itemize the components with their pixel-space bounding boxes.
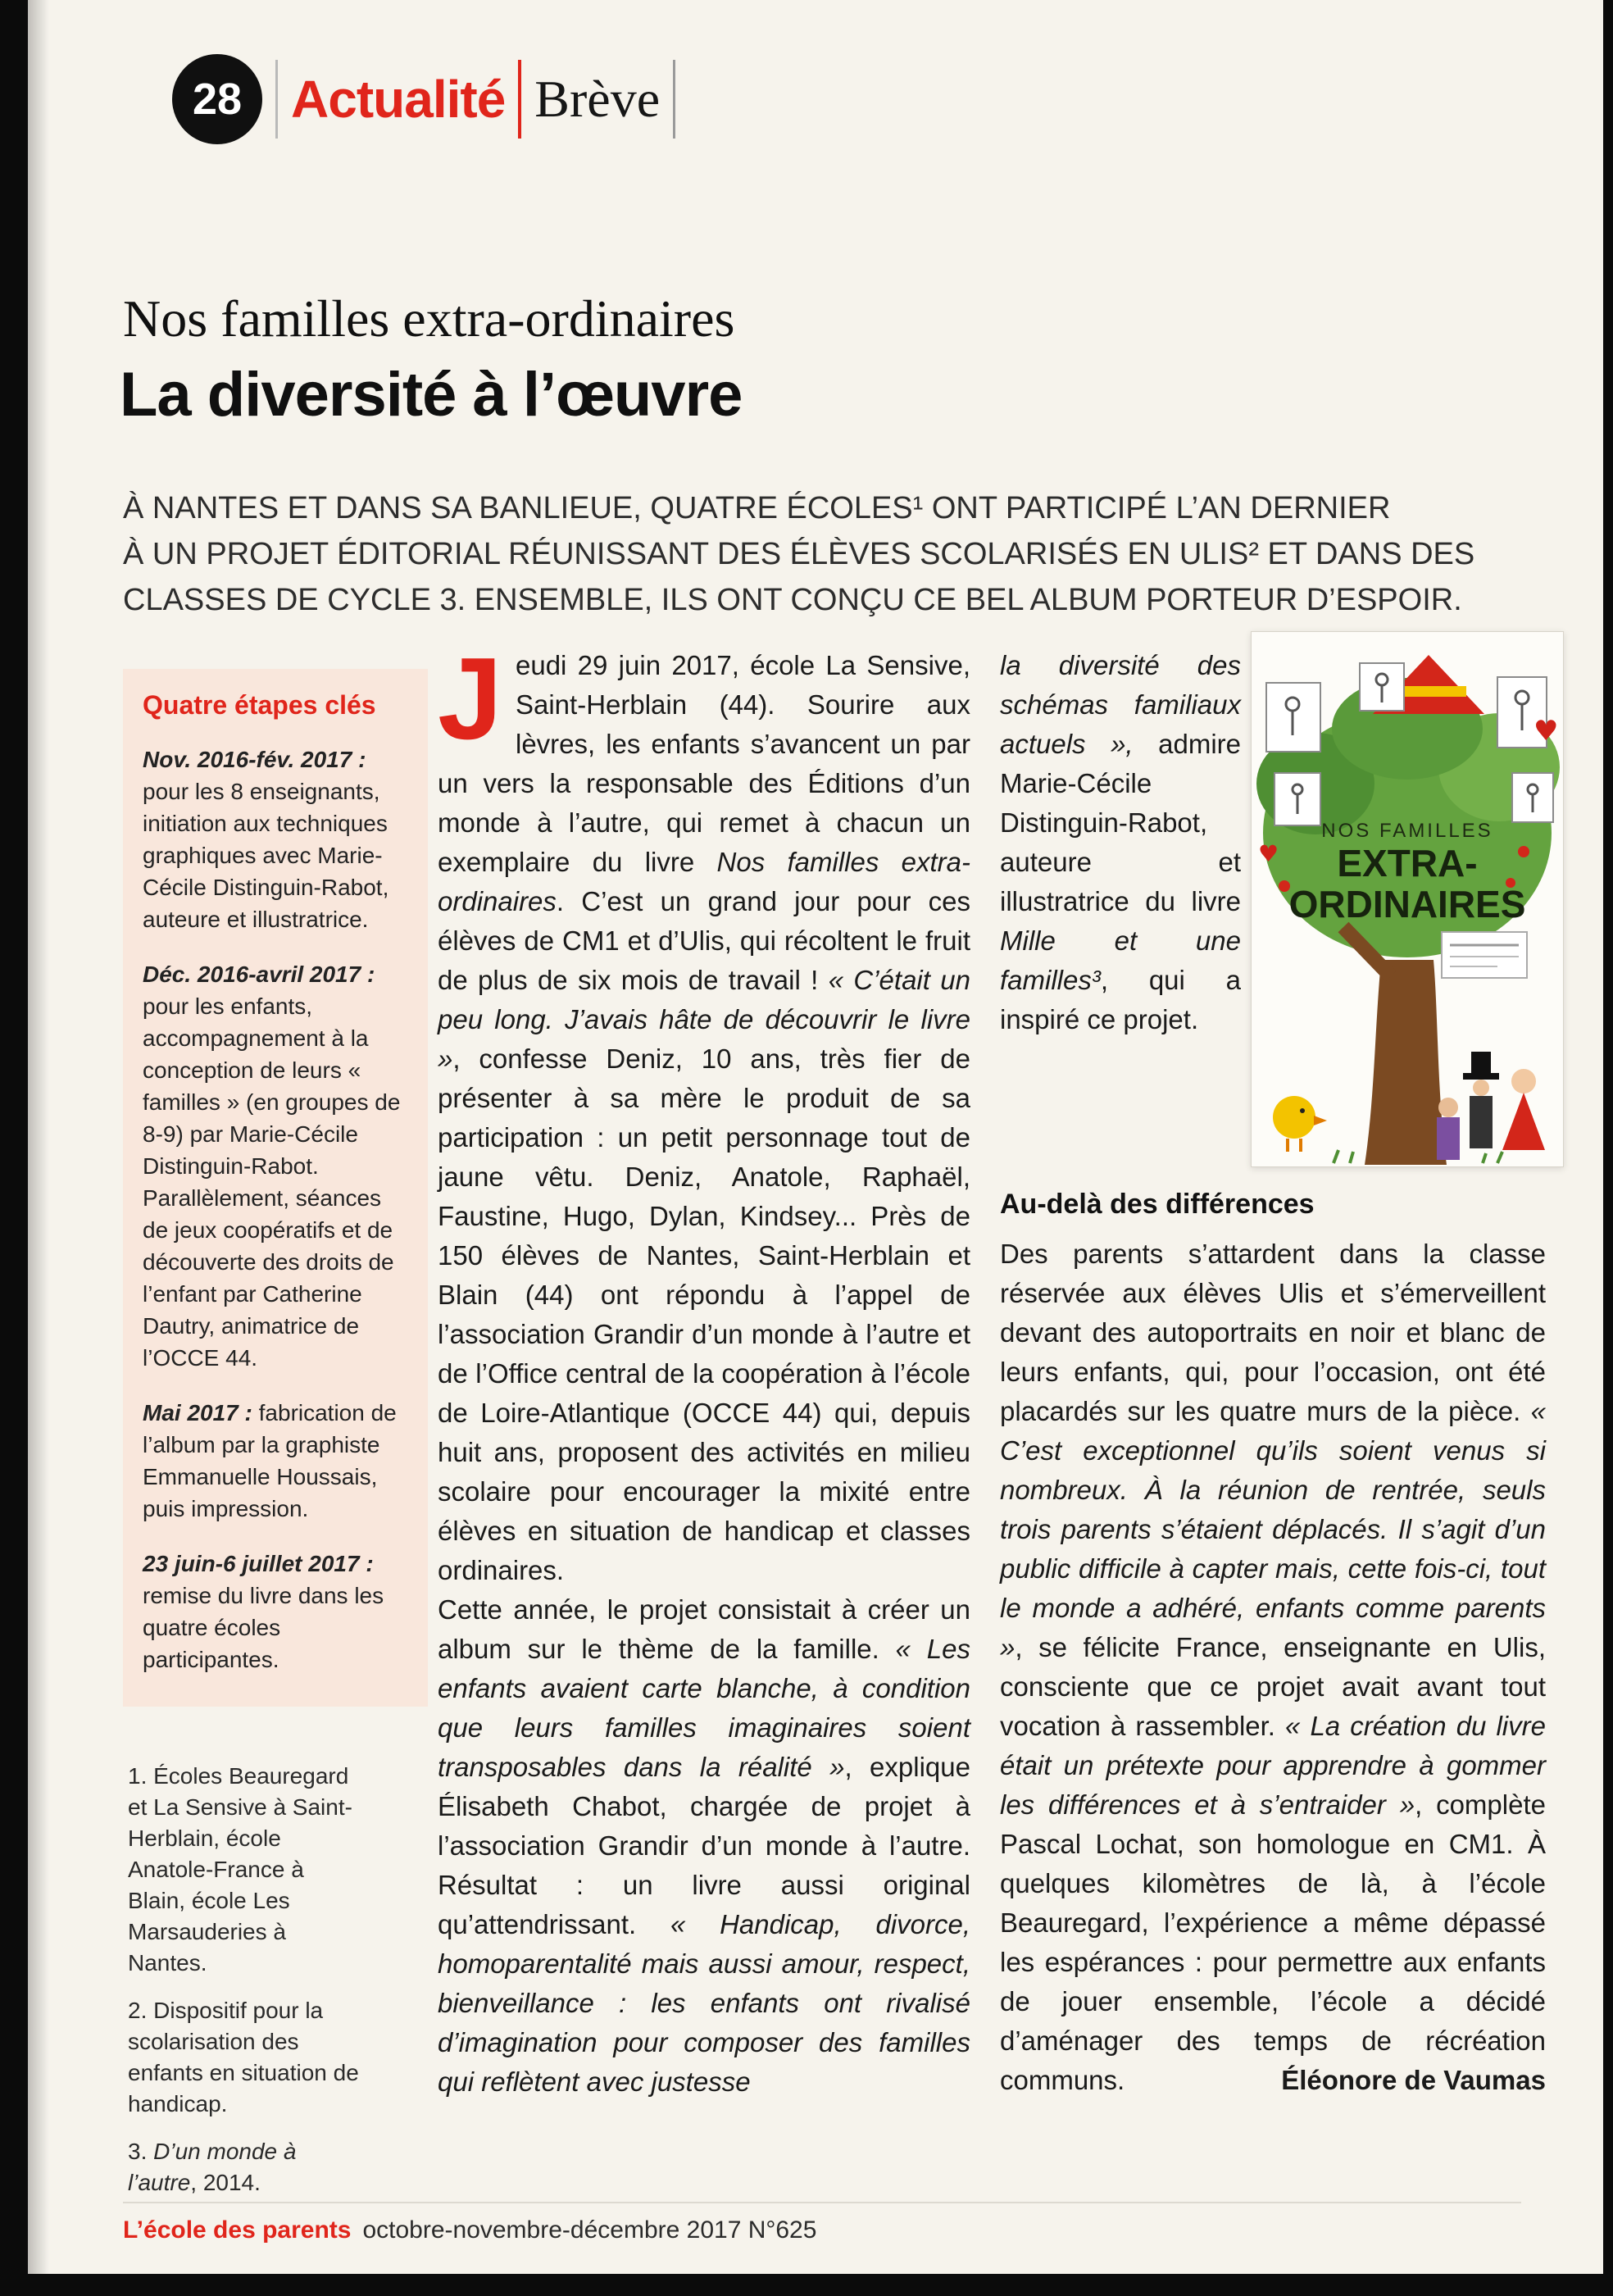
step-date: 23 juin-6 juillet 2017 :	[143, 1551, 374, 1576]
article-text-italic: Nos familles extra-ordinaires	[438, 847, 971, 916]
step-text: fabrication de l’album par la graphiste Emmanuelle Houssais, puis impression.	[143, 1400, 397, 1521]
magazine-name: L’école des parents	[123, 2216, 352, 2244]
dropcap: J	[438, 634, 502, 764]
step-text: remise du livre dans les quatre écoles participantes.	[143, 1583, 384, 1672]
article-quote: « Handicap, divorce, homoparentalité mais aussi amour, respect, bienveillance : les enfants ont rivalisé d’imagination pour composer des familles qui reflètent avec justesse	[438, 1909, 970, 2097]
scan-edge-shadow	[28, 0, 49, 2274]
article-text: eudi 29 juin 2017, école La Sensive, Saint-Herblain (44). Sourire aux lèvres, les enfants s’avancent un par un vers la responsable des Éditions d’un monde à l’autre, qui remet à chacun un exemplaire du livre	[438, 650, 970, 877]
book-cover-image	[1251, 631, 1564, 1167]
article-column-right	[1000, 1234, 1546, 2100]
page-number: 28	[192, 75, 243, 124]
svg-text:♥: ♥	[1533, 715, 1559, 748]
article-paragraph-4	[1000, 1234, 1546, 2100]
section-heading: Au-delà des différences	[1000, 1189, 1315, 1220]
step-text: pour les enfants, accompagnement à la conception de leurs « familles » (en groupes de 8-9) par Marie-Cécile Distinguin-Rabot. Parallèlement, séances de jeux coopératifs et de découverte des droits de l’enfant par Catherine Dautry, animatrice de l’OCCE 44.	[143, 993, 401, 1371]
footnote-2: 2. Dispositif pour la scolarisation des enfants en situation de handicap.	[128, 1998, 359, 2116]
article-quote: « La création du livre était un prétexte pour apprendre à gommer les différences et à s’entraider »	[1000, 1711, 1546, 1820]
article-column-right-top	[1000, 646, 1241, 1039]
article-quote: « C’est exceptionnel qu’ils soient venus si nombreux. À la réunion de rentrée, seuls trois parents s’étaient déplacés. Il s’agit d’un public difficile à capter mais, cette fois-ci, tout le monde a adhéré, enfants comme parents »	[1000, 1396, 1546, 1662]
article-column-center	[438, 634, 971, 2102]
article-text-italic: Mille et une familles³	[1000, 925, 1241, 995]
article-quote: « Les enfants avaient carte blanche, à condition que leurs familles imaginaires soient transposables dans la réalité »	[438, 1634, 970, 1782]
cover-title-line3: ORDINAIRES	[1288, 883, 1526, 925]
article-text: Des parents s’attardent dans la classe réservée aux élèves Ulis et s’émerveillent devant des autoportraits en noir et blanc de leurs enfants, qui, pour l’occasion, ont été placardés sur les quatre murs de la pièce.	[1000, 1239, 1546, 1426]
footnotes	[128, 1761, 367, 2215]
section-label: Actualité	[291, 70, 506, 129]
sidebar-step	[143, 1397, 408, 1525]
step-date: Déc. 2016-avril 2017 :	[143, 962, 375, 987]
footnote-3-prefix: 3.	[128, 2139, 154, 2164]
sidebar-title: Quatre étapes clés	[143, 690, 376, 720]
sidebar-step	[143, 958, 408, 1374]
sidebar-step	[143, 743, 408, 935]
article-paragraph-2	[438, 1590, 970, 2102]
article-text: , complète Pascal Lochat, son homologue en CM1. À quelques kilomètres de là, à l’école Beauregard, l’expérience a même dépassé les espérances : pour permettre aux enfants de jouer ensemble, l’école a décidé d’aménager des temps de récréation communs.	[1000, 1789, 1546, 2095]
page-header	[172, 52, 675, 146]
article-text: , se félicite France, enseignante en Ulis, consciente que ce projet avait avant tout vocation à rassembler.	[1000, 1632, 1546, 1741]
article-quote: la diversité des schémas familiaux actuels »,	[1000, 650, 1241, 759]
article-title: La diversité à l’œuvre	[120, 360, 743, 430]
svg-text:♥: ♥	[1258, 840, 1279, 867]
page-footer	[123, 2202, 1521, 2244]
article-paragraph-3	[1000, 646, 1241, 1039]
standfirst-line: CLASSES DE CYCLE 3. ENSEMBLE, ILS ONT CONÇU CE BEL ALBUM PORTEUR D’ESPOIR.	[123, 583, 1462, 617]
article-text: Cette année, le projet consistait à créer un album sur le thème de la famille.	[438, 1594, 970, 1664]
key-steps-sidebar	[123, 669, 428, 1707]
footnote-1: 1. Écoles Beauregard et La Sensive à Saint-Herblain, école Anatole-France à Blain, école Les Marsauderies à Nantes.	[128, 1763, 352, 1975]
cover-title-line1: NOS FAMILLES	[1321, 820, 1493, 842]
header-divider	[275, 60, 278, 139]
article-paragraph-1	[438, 634, 971, 1590]
article-text: admire Marie-Cécile Distinguin-Rabot, auteure et illustratrice du livre	[1000, 729, 1241, 916]
subsection-label: Brève	[534, 70, 661, 128]
standfirst-line: À NANTES ET DANS SA BANLIEUE, QUATRE ÉCOLES¹ ONT PARTICIPÉ L’AN DERNIER	[123, 491, 1391, 525]
header-divider-red	[518, 60, 521, 139]
page-number-badge	[172, 54, 262, 144]
magazine-page	[28, 0, 1603, 2274]
article-text: , explique Élisabeth Chabot, chargée de projet à l’association Grandir d’un monde à l’autre. Résultat : un livre aussi original qu’attendrissant.	[438, 1752, 970, 1939]
issue-info: octobre-novembre-décembre 2017 N°625	[362, 2216, 817, 2244]
sidebar-step	[143, 1548, 408, 1675]
article-standfirst	[123, 485, 1474, 623]
step-date: Nov. 2016-fév. 2017 :	[143, 747, 366, 772]
byline: Éléonore de Vaumas	[1281, 2065, 1546, 2095]
article-text: . C’est un grand jour pour ces élèves de CM1 et d’Ulis, qui récoltent le fruit de plus de six mois de travail !	[438, 886, 970, 995]
cover-title-line2: EXTRA-	[1337, 842, 1478, 884]
book-cover-illustration	[1252, 632, 1561, 1165]
footnote-3-title: D’un monde à l’autre	[128, 2139, 297, 2195]
step-text: pour les 8 enseignants, initiation aux techniques graphiques avec Marie-Cécile Distinguin-Rabot, auteure et illustratrice.	[143, 779, 389, 932]
standfirst-line: À UN PROJET ÉDITORIAL RÉUNISSANT DES ÉLÈVES SCOLARISÉS EN ULIS² ET DANS DES	[123, 537, 1475, 571]
article-kicker-title: Nos familles extra-ordinaires	[123, 289, 735, 348]
step-date: Mai 2017 :	[143, 1400, 252, 1425]
cover-label-box	[1442, 932, 1527, 978]
header-divider-end	[673, 60, 675, 139]
footnote-3	[128, 2136, 367, 2198]
article-text: , confesse Deniz, 10 ans, très fier de présenter à sa mère le produit de sa participation : un petit personnage tout de jaune vêtu. Deniz, Anatole, Raphaël, Faustine, Hugo, Dylan, Kindsey... Près de 150 élèves de Nantes, Saint-Herblain et Blain (44) ont répondu à l’appel de l’association Grandir d’un monde à l’autre et de l’Office central de la coopération à l’école de Loire-Atlantique (OCCE 44) qui, depuis huit ans, proposent des activités en milieu scolaire pour encourager la mixité entre élèves en situation de handicap et classes ordinaires.	[438, 1043, 970, 1585]
article-text: , qui a inspiré ce projet.	[1000, 965, 1241, 1034]
purple-figure	[1437, 1098, 1460, 1160]
article-quote: « C’était un peu long. J’avais hâte de découvrir le livre »	[438, 965, 970, 1074]
footnote-3-suffix: , 2014.	[190, 2170, 261, 2195]
